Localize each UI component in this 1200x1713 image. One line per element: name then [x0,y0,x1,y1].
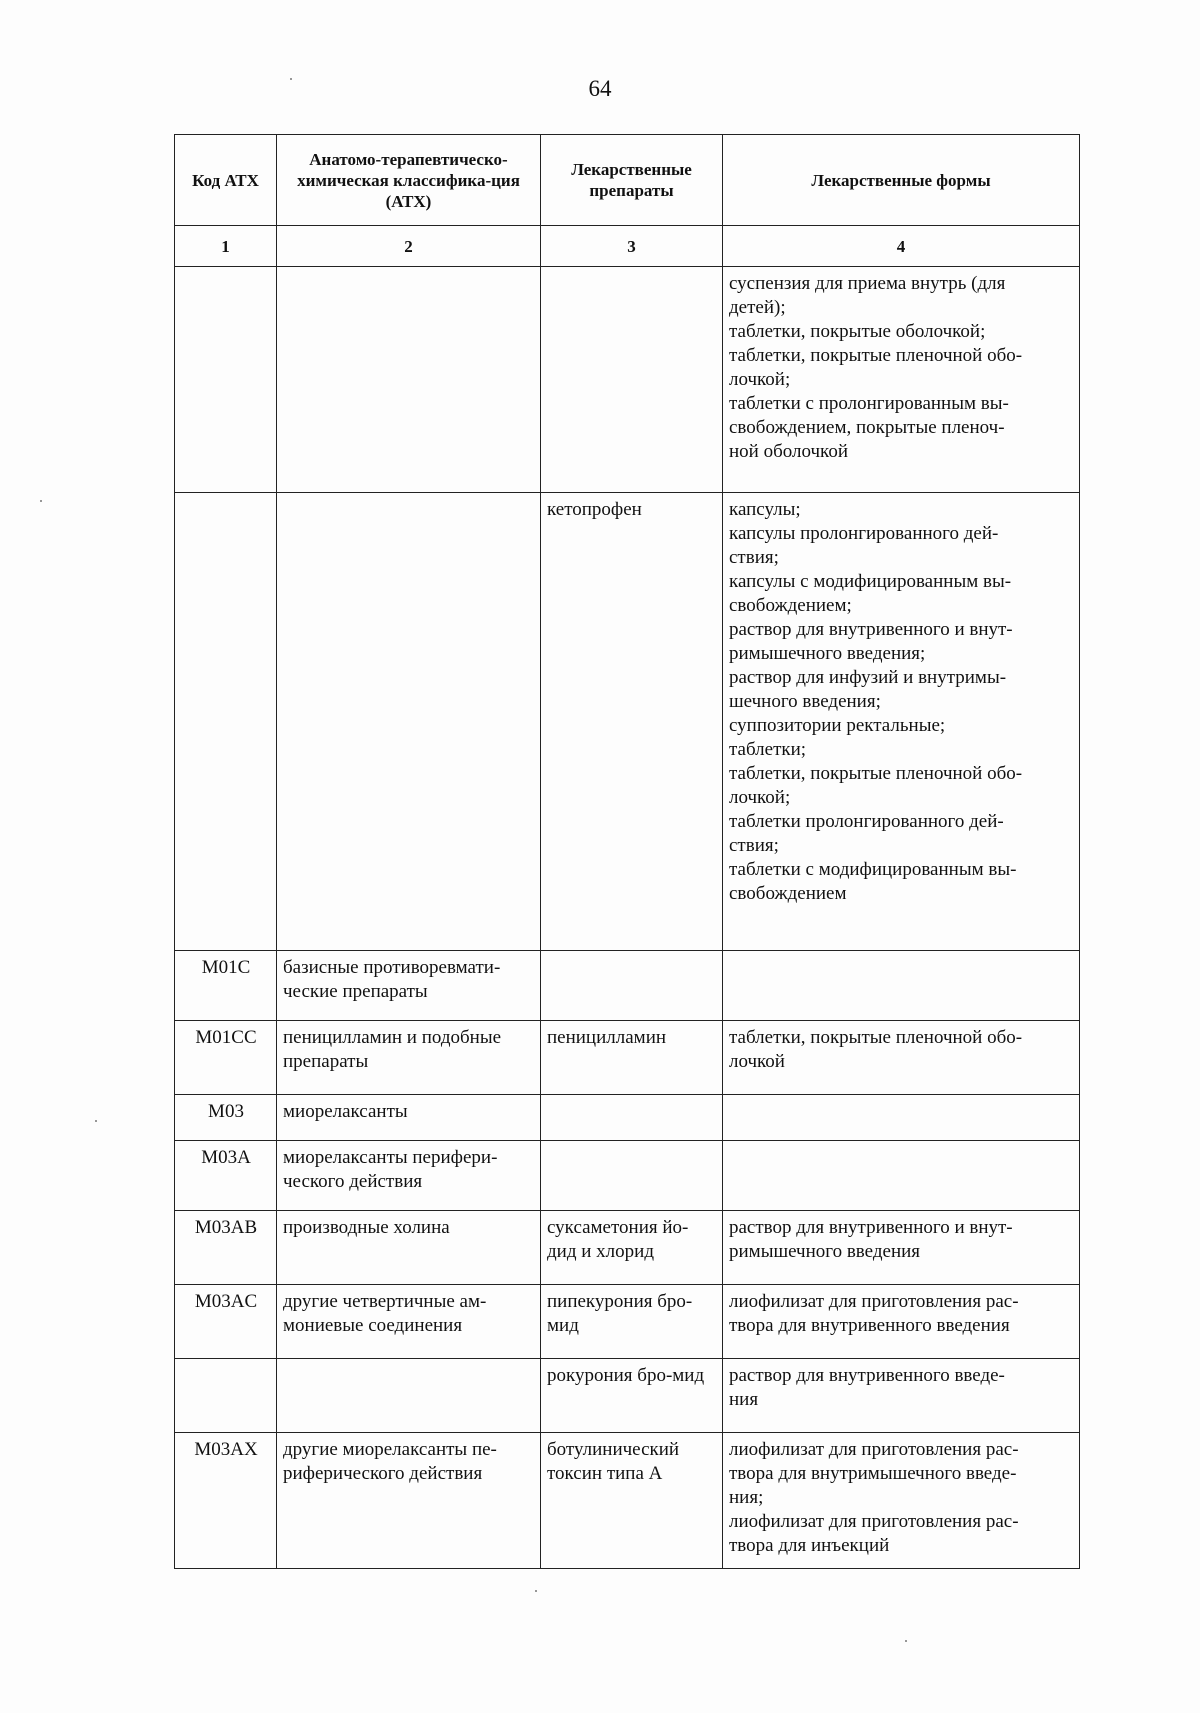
drug-name-cell [541,1095,723,1141]
dosage-form-line: шечного введения; [729,691,881,712]
classification-cell: производные холина [277,1211,541,1285]
dosage-forms-cell [723,1021,1080,1095]
dosage-forms-cell [723,951,1080,1021]
atc-table [174,134,1080,1569]
table-row [175,1359,1080,1433]
scan-speck [535,1590,537,1592]
dosage-forms-cell [723,1359,1080,1433]
table-row [175,951,1080,1021]
drug-name-cell: рокурония бро-мид [541,1359,723,1433]
dosage-form-line: таблетки, покрытые пленочной обо- [729,1027,1023,1048]
scan-speck [905,1640,907,1642]
dosage-form-line: таблетки, покрытые пленочной обо- [729,763,1023,784]
dosage-form-line: таблетки; [729,739,807,760]
dosage-form-line: лиофилизат для приготовления рас- [729,1291,1019,1312]
scan-speck [40,500,42,502]
dosage-form-line: ствия; [729,835,779,856]
dosage-forms-cell [723,1211,1080,1285]
header-drugs: Лекарственные препараты [541,135,723,226]
dosage-form-line: капсулы; [729,499,801,520]
dosage-forms-cell [723,1141,1080,1211]
drug-name-cell: пипекурония бро-мид [541,1285,723,1359]
table-row [175,1021,1080,1095]
atc-code-cell: M01C [175,951,277,1021]
dosage-form-line: капсулы пролонгированного дей- [729,523,999,544]
dosage-form-line: капсулы с модифицированным вы- [729,571,1012,592]
page-number: 64 [588,76,612,101]
header-forms: Лекарственные формы [723,135,1080,226]
table-header-row [175,135,1080,226]
dosage-form-line: ствия; [729,547,779,568]
classification-cell: другие миорелаксанты пе-риферического действия [277,1433,541,1569]
table-row [175,1285,1080,1359]
table-row [175,1211,1080,1285]
table-row [175,267,1080,493]
drug-name-cell: кетопрофен [541,493,723,951]
dosage-form-line: твора для инъекций [729,1535,890,1556]
dosage-form-line: твора для внутримышечного введе- [729,1463,1017,1484]
scan-speck [95,1120,97,1122]
classification-cell [277,1359,541,1433]
dosage-form-line: твора для внутривенного введения [729,1315,1010,1336]
dosage-form-line: суспензия для приема внутрь (для [729,273,1006,294]
dosage-form-line: свобождением, покрытые пленоч- [729,417,1005,438]
classification-cell [277,267,541,493]
dosage-form-line: лиофилизат для приготовления рас- [729,1511,1019,1532]
atc-code-cell [175,493,277,951]
dosage-form-line: лочкой; [729,787,791,808]
atc-code-cell: M03AB [175,1211,277,1285]
header-code: Код АТХ [175,135,277,226]
dosage-form-line: свобождением; [729,595,852,616]
atc-code-cell [175,267,277,493]
dosage-form-line: раствор для внутривенного и внут- [729,619,1013,640]
dosage-form-line: римышечного введения; [729,643,926,664]
table-row [175,1433,1080,1569]
table-row [175,493,1080,951]
dosage-form-line: лиофилизат для приготовления рас- [729,1439,1019,1460]
drug-name-cell: пеницилламин [541,1021,723,1095]
dosage-form-line: ния; [729,1487,764,1508]
dosage-form-line: раствор для инфузий и внутримы- [729,667,1007,688]
dosage-forms-cell [723,493,1080,951]
drug-name-cell: ботулинический токсин типа А [541,1433,723,1569]
dosage-form-line: таблетки пролонгированного дей- [729,811,1004,832]
dosage-form-line: таблетки с модифицированным вы- [729,859,1017,880]
column-number: 3 [541,226,723,267]
dosage-form-line: ной оболочкой [729,441,848,462]
scan-speck [290,78,292,80]
dosage-forms-cell [723,1285,1080,1359]
table-body [175,267,1080,1569]
classification-cell [277,493,541,951]
atc-code-cell: M03AC [175,1285,277,1359]
table-row [175,1141,1080,1211]
drug-name-cell [541,1141,723,1211]
dosage-form-line: таблетки, покрытые оболочкой; [729,321,986,342]
classification-cell: другие четвертичные ам-мониевые соединения [277,1285,541,1359]
dosage-form-line: лочкой; [729,369,791,390]
atc-code-cell: M03AX [175,1433,277,1569]
classification-cell: миорелаксанты перифери-ческого действия [277,1141,541,1211]
atc-code-cell: M01CC [175,1021,277,1095]
column-number: 4 [723,226,1080,267]
dosage-forms-cell [723,1433,1080,1569]
dosage-form-line: суппозитории ректальные; [729,715,946,736]
dosage-form-line: раствор для внутривенного и внут- [729,1217,1013,1238]
dosage-form-line: римышечного введения [729,1241,921,1262]
atc-code-cell: M03A [175,1141,277,1211]
classification-cell: миорелаксанты [277,1095,541,1141]
drug-name-cell [541,267,723,493]
classification-cell: пеницилламин и подобные препараты [277,1021,541,1095]
dosage-forms-cell [723,267,1080,493]
dosage-form-line: раствор для внутривенного введе- [729,1365,1005,1386]
column-number: 2 [277,226,541,267]
dosage-form-line: лочкой [729,1051,785,1072]
dosage-form-line: таблетки с пролонгированным вы- [729,393,1009,414]
drug-name-cell [541,951,723,1021]
header-classification: Анатомо-терапевтическо-химическая классифика-ция (АТХ) [277,135,541,226]
dosage-forms-cell [723,1095,1080,1141]
atc-code-cell: M03 [175,1095,277,1141]
classification-cell: базисные противоревмати-ческие препараты [277,951,541,1021]
dosage-form-line: свобождением [729,883,847,904]
dosage-form-line: таблетки, покрытые пленочной обо- [729,345,1023,366]
column-number: 1 [175,226,277,267]
dosage-form-line: ния [729,1389,759,1410]
dosage-form-line: детей); [729,297,786,318]
column-number-row [175,226,1080,267]
drug-name-cell: суксаметония йо-дид и хлорид [541,1211,723,1285]
atc-code-cell [175,1359,277,1433]
table-row [175,1095,1080,1141]
